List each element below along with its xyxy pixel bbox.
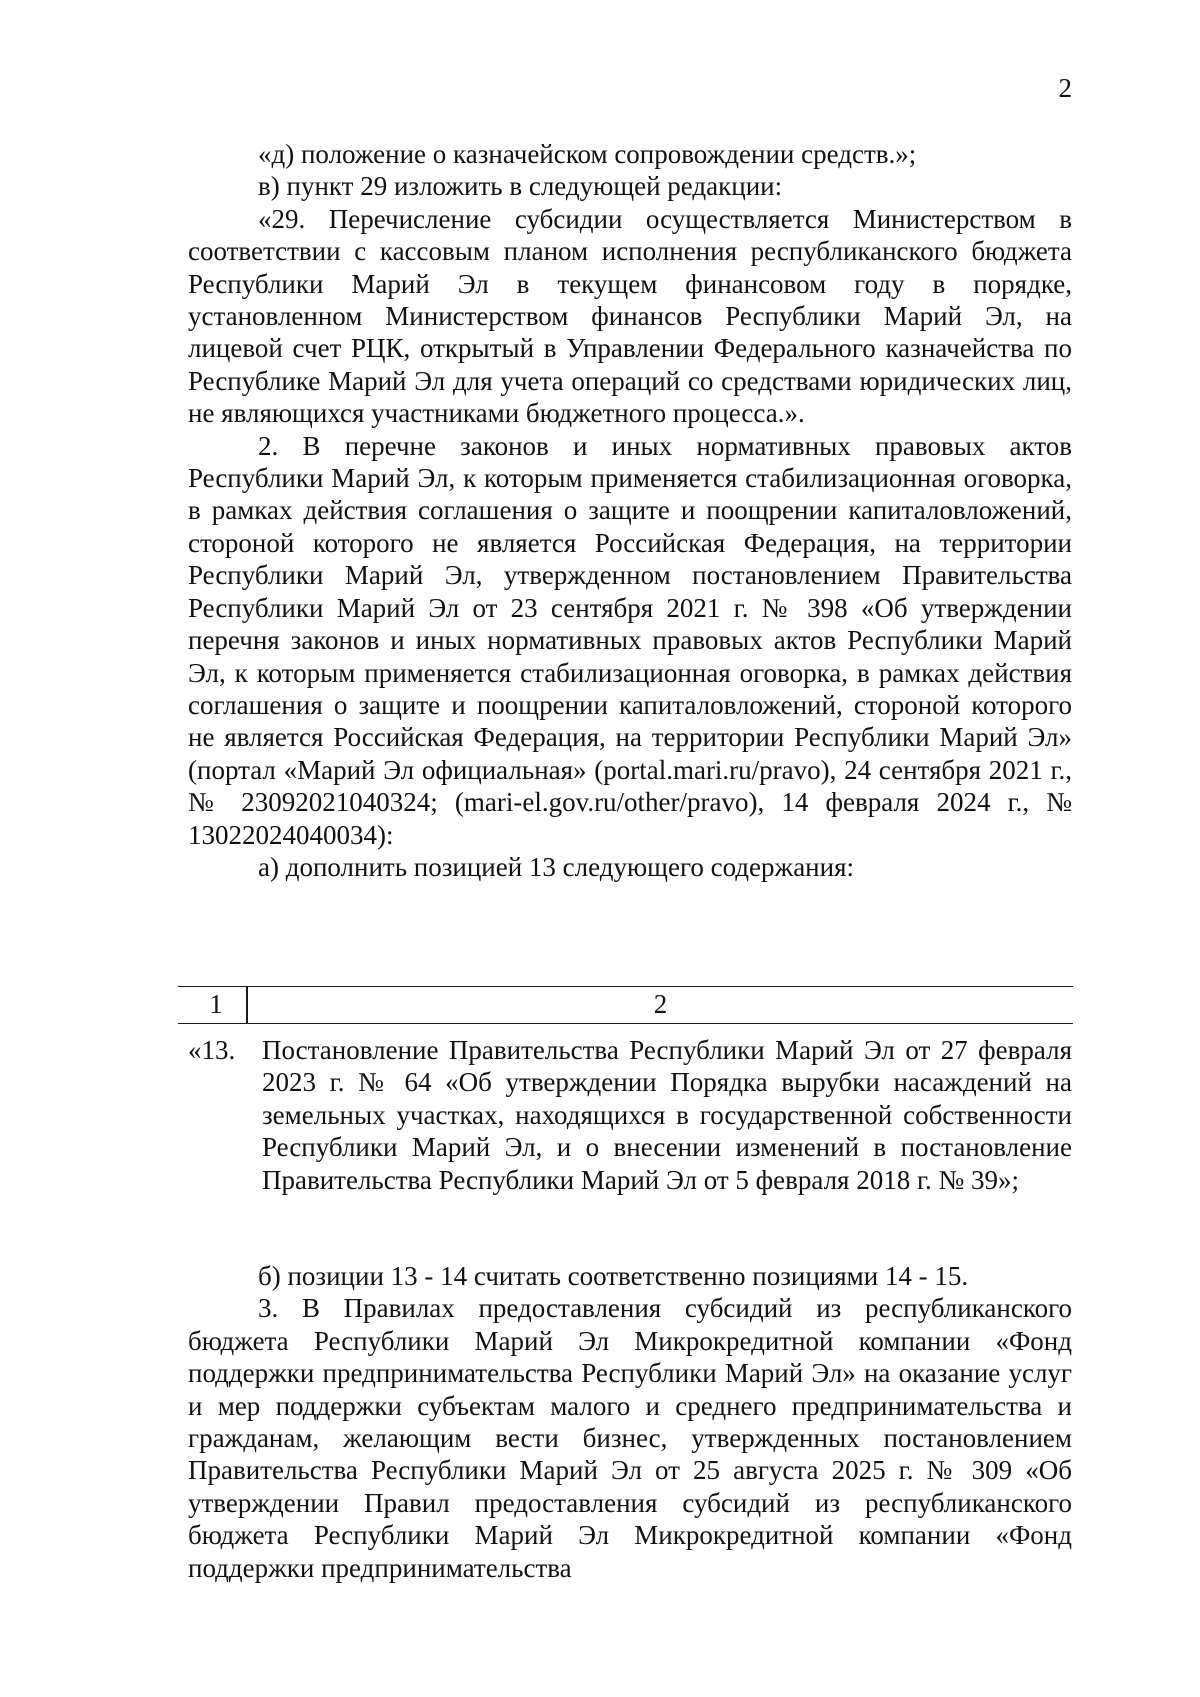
document-body-bottom bbox=[188, 1260, 1072, 1584]
table-position-row bbox=[188, 1034, 1072, 1196]
paragraph-item-d: «д) положение о казначейском сопровождении средств.»; bbox=[258, 139, 917, 169]
table-header-col-1: 1 bbox=[178, 987, 248, 1023]
paragraph-item-v: в) пункт 29 изложить в следующей редакции: bbox=[258, 171, 783, 202]
paragraph-section-2: 2. В перечне законов и иных нормативных правовых актов Республики Марий Эл, к которым применяется стабилизационная оговорка, в рамках действия соглашения о защите и поощрении капиталовложений, стороной которого не является Российская Федерация, на территории Республики Марий Эл, утвержденном постановлением Правительства Республики Марий Эл от 23 сентября 2021 г. № 398 «Об утверждении перечня законов и иных нормативных правовых актов Республики Марий Эл, к которым применяется стабилизационная оговорка, в рамках действия соглашения о защите и поощрении капиталовложений, стороной которого не является Российская Федерация, на территории Республики Марий Эл» (портал «Марий Эл официальная» (portal.mari.ru/pravo), 24 сентября 2021 г., № 23092021040324; (mari-el.gov.ru/other/pravo), 14 февраля 2024 г., № 13022024040034): bbox=[188, 430, 1072, 850]
position-number: «13. bbox=[188, 1035, 236, 1065]
paragraph-point-29: «29. Перечисление субсидии осуществляется Министерством в соответствии с кассовым планом исполнения республиканского бюджета Республики Марий Эл в текущем финансовом году в порядке, установленном Министерством финансов Республики Марий Эл, на лицевой счет РЦК, открытый в Управлении Федерального казначейства по Республике Марий Эл для учета операций со средствами юридических лиц, не являющихся участниками бюджетного процесса.». bbox=[188, 203, 1072, 429]
table-header-row bbox=[178, 986, 1073, 1024]
position-text: Постановление Правительства Республики Марий Эл от 27 февраля 2023 г. № 64 «Об утверждении Порядка вырубки насаждений на земельных участках, находящихся в государственной собственности Республики Марий Эл, и о внесении изменений в постановление Правительства Республики Марий Эл от 5 февраля 2018 г. № 39»; bbox=[262, 1035, 1072, 1195]
paragraph-item-b: б) позиции 13 - 14 считать соответственно позициями 14 - 15. bbox=[258, 1261, 969, 1291]
page-number: 2 bbox=[1058, 73, 1072, 103]
table-header-col-2: 2 bbox=[653, 989, 668, 1019]
paragraph-item-a: а) дополнить позицией 13 следующего содержания: bbox=[258, 851, 854, 882]
paragraph-section-3: 3. В Правилах предоставления субсидий из республиканского бюджета Республики Марий Эл Микрокредитной компании «Фонд поддержки предпринимательства Республики Марий Эл» на оказание услуг и мер поддержки субъектам малого и среднего предпринимательства и гражданам, желающим вести бизнес, утвержденных постановлением Правительства Республики Марий Эл от 25 августа 2025 г. № 309 «Об утверждении Правил предоставления субсидий из республиканского бюджета Республики Марий Эл Микрокредитной компании «Фонд поддержки предпринимательства bbox=[188, 1293, 1072, 1583]
document-body-top bbox=[188, 138, 1072, 883]
